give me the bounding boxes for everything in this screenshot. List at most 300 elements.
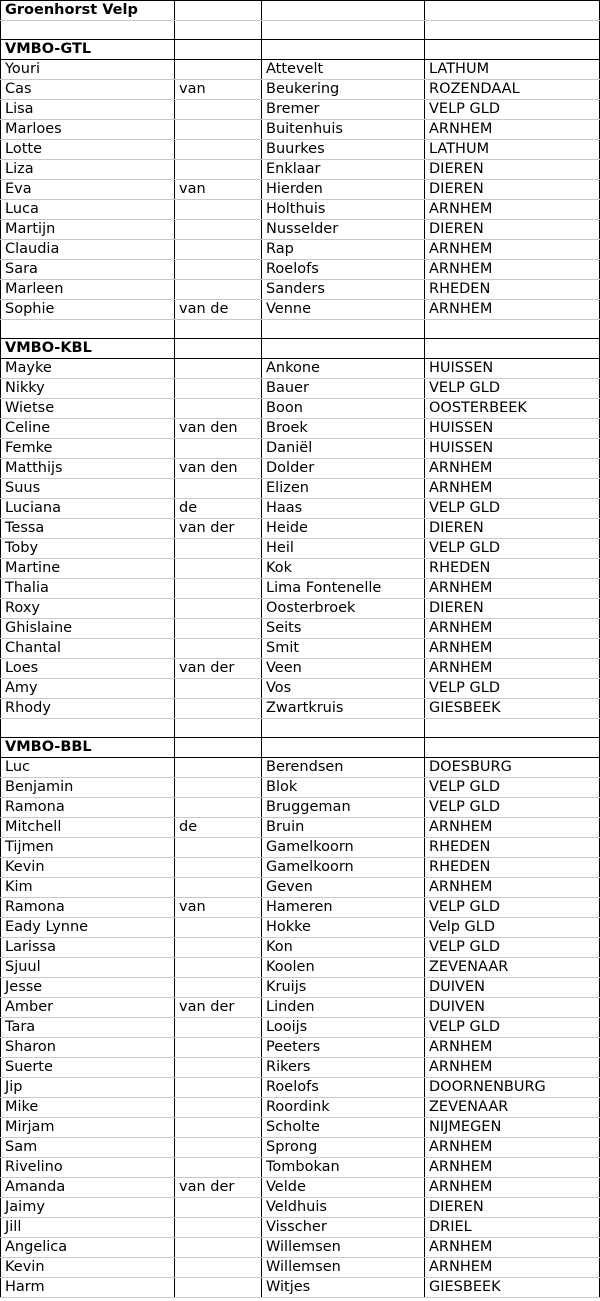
prefix-cell[interactable] <box>175 1038 262 1058</box>
city-cell[interactable]: LATHUM <box>425 60 600 80</box>
city-cell[interactable]: VELP GLD <box>425 938 600 958</box>
last-name-cell[interactable]: Blok <box>262 778 425 798</box>
last-name-cell[interactable]: Buitenhuis <box>262 120 425 140</box>
table-row <box>1 818 600 838</box>
prefix-cell[interactable] <box>175 579 262 599</box>
first-name-cell[interactable]: Kevin <box>1 1258 175 1278</box>
first-name-cell[interactable]: Claudia <box>1 240 175 260</box>
city-cell[interactable]: RHEDEN <box>425 280 600 300</box>
prefix-cell[interactable] <box>175 1238 262 1258</box>
city-cell[interactable]: VELP GLD <box>425 778 600 798</box>
last-name-cell[interactable]: Roordink <box>262 1098 425 1118</box>
prefix-cell[interactable]: van der <box>175 659 262 679</box>
city-cell[interactable]: ARNHEM <box>425 240 600 260</box>
table-row <box>1 200 600 220</box>
table-row <box>1 778 600 798</box>
table-row <box>1 1258 600 1278</box>
last-name-cell[interactable]: Beukering <box>262 80 425 100</box>
empty-cell[interactable] <box>175 1 262 21</box>
city-cell[interactable]: ARNHEM <box>425 1138 600 1158</box>
table-row <box>1 160 600 180</box>
city-cell[interactable]: ARNHEM <box>425 619 600 639</box>
first-name-cell[interactable]: Matthijs <box>1 459 175 479</box>
table-row <box>1 579 600 599</box>
city-cell[interactable]: Velp GLD <box>425 918 600 938</box>
first-name-cell[interactable]: Femke <box>1 439 175 459</box>
city-cell[interactable]: RHEDEN <box>425 858 600 878</box>
last-name-cell[interactable]: Vos <box>262 679 425 699</box>
first-name-cell[interactable]: Toby <box>1 539 175 559</box>
last-name-cell[interactable]: Gamelkoorn <box>262 838 425 858</box>
last-name-cell[interactable]: Bremer <box>262 100 425 120</box>
prefix-cell[interactable] <box>175 379 262 399</box>
table-row <box>1 878 600 898</box>
first-name-cell[interactable]: Wietse <box>1 399 175 419</box>
prefix-cell[interactable] <box>175 1118 262 1138</box>
first-name-cell[interactable]: Thalia <box>1 579 175 599</box>
empty-cell[interactable] <box>175 320 262 339</box>
first-name-cell[interactable]: Marloes <box>1 120 175 140</box>
first-name-cell[interactable]: Cas <box>1 80 175 100</box>
first-name-cell[interactable]: Nikky <box>1 379 175 399</box>
last-name-cell[interactable]: Seits <box>262 619 425 639</box>
city-cell[interactable]: OOSTERBEEK <box>425 399 600 419</box>
prefix-cell[interactable] <box>175 160 262 180</box>
first-name-cell[interactable]: Ghislaine <box>1 619 175 639</box>
prefix-cell[interactable] <box>175 539 262 559</box>
prefix-cell[interactable] <box>175 1198 262 1218</box>
last-name-cell[interactable]: Bruggeman <box>262 798 425 818</box>
table-row <box>1 120 600 140</box>
table-row <box>1 1218 600 1238</box>
prefix-cell[interactable]: van <box>175 80 262 100</box>
city-cell[interactable]: RHEDEN <box>425 838 600 858</box>
first-name-cell[interactable]: Luciana <box>1 499 175 519</box>
city-cell[interactable]: DOORNENBURG <box>425 1078 600 1098</box>
city-cell[interactable]: ARNHEM <box>425 1258 600 1278</box>
empty-cell[interactable] <box>175 339 262 359</box>
city-cell[interactable]: ARNHEM <box>425 300 600 320</box>
first-name-cell[interactable]: Jesse <box>1 978 175 998</box>
last-name-cell[interactable]: Veen <box>262 659 425 679</box>
last-name-cell[interactable]: Witjes <box>262 1278 425 1298</box>
first-name-cell[interactable]: Chantal <box>1 639 175 659</box>
prefix-cell[interactable] <box>175 280 262 300</box>
empty-cell[interactable] <box>1 21 175 40</box>
empty-cell[interactable] <box>262 719 425 738</box>
first-name-cell[interactable]: Amanda <box>1 1178 175 1198</box>
city-cell[interactable]: ARNHEM <box>425 1058 600 1078</box>
last-name-cell[interactable]: Sprong <box>262 1138 425 1158</box>
prefix-cell[interactable] <box>175 220 262 240</box>
table-row <box>1 539 600 559</box>
last-name-cell[interactable]: Roelofs <box>262 260 425 280</box>
first-name-cell[interactable]: Benjamin <box>1 778 175 798</box>
prefix-cell[interactable] <box>175 399 262 419</box>
last-name-cell[interactable]: Dolder <box>262 459 425 479</box>
city-cell[interactable]: VELP GLD <box>425 798 600 818</box>
city-cell[interactable]: GIESBEEK <box>425 1278 600 1298</box>
table-row <box>1 260 600 280</box>
prefix-cell[interactable]: van der <box>175 998 262 1018</box>
first-name-cell[interactable]: Tara <box>1 1018 175 1038</box>
first-name-cell[interactable]: Lotte <box>1 140 175 160</box>
table-row <box>1 60 600 80</box>
city-cell[interactable]: ARNHEM <box>425 120 600 140</box>
empty-cell[interactable] <box>425 738 600 758</box>
last-name-cell[interactable]: Oosterbroek <box>262 599 425 619</box>
prefix-cell[interactable] <box>175 958 262 978</box>
prefix-cell[interactable] <box>175 359 262 379</box>
last-name-cell[interactable]: Veldhuis <box>262 1198 425 1218</box>
table-row <box>1 1158 600 1178</box>
city-cell[interactable]: ARNHEM <box>425 659 600 679</box>
city-cell[interactable]: ARNHEM <box>425 818 600 838</box>
last-name-cell[interactable]: Berendsen <box>262 758 425 778</box>
table-row <box>1 439 600 459</box>
city-cell[interactable]: GIESBEEK <box>425 699 600 719</box>
last-name-cell[interactable]: Daniël <box>262 439 425 459</box>
first-name-cell[interactable]: Marleen <box>1 280 175 300</box>
prefix-cell[interactable] <box>175 878 262 898</box>
city-cell[interactable]: VELP GLD <box>425 1018 600 1038</box>
first-name-cell[interactable]: Kim <box>1 878 175 898</box>
last-name-cell[interactable]: Hokke <box>262 918 425 938</box>
first-name-cell[interactable]: Tessa <box>1 519 175 539</box>
first-name-cell[interactable]: Amy <box>1 679 175 699</box>
city-cell[interactable]: DIEREN <box>425 1198 600 1218</box>
last-name-cell[interactable]: Haas <box>262 499 425 519</box>
prefix-cell[interactable]: van der <box>175 519 262 539</box>
prefix-cell[interactable] <box>175 479 262 499</box>
first-name-cell[interactable]: Mirjam <box>1 1118 175 1138</box>
last-name-cell[interactable]: Bauer <box>262 379 425 399</box>
empty-cell[interactable] <box>262 21 425 40</box>
first-name-cell[interactable]: Amber <box>1 998 175 1018</box>
empty-cell[interactable] <box>175 719 262 738</box>
prefix-cell[interactable] <box>175 918 262 938</box>
prefix-cell[interactable] <box>175 978 262 998</box>
table-row <box>1 379 600 399</box>
first-name-cell[interactable]: Suerte <box>1 1058 175 1078</box>
first-name-cell[interactable]: Sharon <box>1 1038 175 1058</box>
prefix-cell[interactable] <box>175 1218 262 1238</box>
table-row <box>1 998 600 1018</box>
last-name-cell[interactable]: Gamelkoorn <box>262 858 425 878</box>
first-name-cell[interactable]: Suus <box>1 479 175 499</box>
city-cell[interactable]: ARNHEM <box>425 459 600 479</box>
last-name-cell[interactable]: Rap <box>262 240 425 260</box>
first-name-cell[interactable]: Mayke <box>1 359 175 379</box>
city-cell[interactable]: VELP GLD <box>425 379 600 399</box>
table-row <box>1 898 600 918</box>
first-name-cell[interactable]: Sjuul <box>1 958 175 978</box>
last-name-cell[interactable]: Roelofs <box>262 1078 425 1098</box>
prefix-cell[interactable] <box>175 1278 262 1298</box>
empty-cell[interactable] <box>425 1 600 21</box>
table-row <box>1 958 600 978</box>
city-cell[interactable]: VELP GLD <box>425 898 600 918</box>
last-name-cell[interactable]: Nusselder <box>262 220 425 240</box>
empty-cell[interactable] <box>1 320 175 339</box>
table-row <box>1 798 600 818</box>
prefix-cell[interactable] <box>175 778 262 798</box>
first-name-cell[interactable]: Eady Lynne <box>1 918 175 938</box>
prefix-cell[interactable] <box>175 758 262 778</box>
prefix-cell[interactable]: van <box>175 180 262 200</box>
prefix-cell[interactable] <box>175 439 262 459</box>
first-name-cell[interactable]: Jip <box>1 1078 175 1098</box>
empty-cell[interactable] <box>425 339 600 359</box>
table-row <box>1 1238 600 1258</box>
first-name-cell[interactable]: Tijmen <box>1 838 175 858</box>
table-row <box>1 679 600 699</box>
last-name-cell[interactable]: Kok <box>262 559 425 579</box>
city-cell[interactable]: ROZENDAAL <box>425 80 600 100</box>
city-cell[interactable]: DOESBURG <box>425 758 600 778</box>
first-name-cell[interactable]: Sam <box>1 1138 175 1158</box>
empty-cell[interactable] <box>262 320 425 339</box>
table-row <box>1 399 600 419</box>
empty-cell[interactable] <box>425 40 600 60</box>
first-name-cell[interactable]: Jill <box>1 1218 175 1238</box>
prefix-cell[interactable]: van den <box>175 419 262 439</box>
last-name-cell[interactable]: Hierden <box>262 180 425 200</box>
first-name-cell[interactable]: Loes <box>1 659 175 679</box>
prefix-cell[interactable] <box>175 260 262 280</box>
sheet-title[interactable]: Groenhorst Velp <box>1 1 175 21</box>
city-cell[interactable]: RHEDEN <box>425 559 600 579</box>
empty-cell[interactable] <box>262 40 425 60</box>
prefix-cell[interactable] <box>175 1258 262 1278</box>
last-name-cell[interactable]: Enklaar <box>262 160 425 180</box>
last-name-cell[interactable]: Heil <box>262 539 425 559</box>
prefix-cell[interactable] <box>175 938 262 958</box>
city-cell[interactable]: VELP GLD <box>425 499 600 519</box>
prefix-cell[interactable] <box>175 599 262 619</box>
last-name-cell[interactable]: Looijs <box>262 1018 425 1038</box>
first-name-cell[interactable]: Martine <box>1 559 175 579</box>
table-row <box>1 1178 600 1198</box>
last-name-cell[interactable]: Hameren <box>262 898 425 918</box>
last-name-cell[interactable]: Sanders <box>262 280 425 300</box>
last-name-cell[interactable]: Kruijs <box>262 978 425 998</box>
last-name-cell[interactable]: Elizen <box>262 479 425 499</box>
first-name-cell[interactable]: Ramona <box>1 898 175 918</box>
first-name-cell[interactable]: Rhody <box>1 699 175 719</box>
first-name-cell[interactable]: Celine <box>1 419 175 439</box>
empty-cell[interactable] <box>425 719 600 738</box>
prefix-cell[interactable] <box>175 1078 262 1098</box>
last-name-cell[interactable]: Peeters <box>262 1038 425 1058</box>
prefix-cell[interactable]: van der <box>175 1178 262 1198</box>
prefix-cell[interactable]: van de <box>175 300 262 320</box>
city-cell[interactable]: ZEVENAAR <box>425 958 600 978</box>
city-cell[interactable]: VELP GLD <box>425 539 600 559</box>
sheet-body <box>1 1 600 1298</box>
prefix-cell[interactable] <box>175 679 262 699</box>
first-name-cell[interactable]: Mike <box>1 1098 175 1118</box>
first-name-cell[interactable]: Liza <box>1 160 175 180</box>
prefix-cell[interactable] <box>175 1098 262 1118</box>
last-name-cell[interactable]: Koolen <box>262 958 425 978</box>
city-cell[interactable]: HUISSEN <box>425 359 600 379</box>
prefix-cell[interactable] <box>175 240 262 260</box>
city-cell[interactable]: DIEREN <box>425 220 600 240</box>
last-name-cell[interactable]: Boon <box>262 399 425 419</box>
first-name-cell[interactable]: Sophie <box>1 300 175 320</box>
last-name-cell[interactable]: Velde <box>262 1178 425 1198</box>
last-name-cell[interactable]: Smit <box>262 639 425 659</box>
table-row <box>1 359 600 379</box>
table-row <box>1 519 600 539</box>
city-cell[interactable]: ARNHEM <box>425 639 600 659</box>
first-name-cell[interactable]: Martijn <box>1 220 175 240</box>
city-cell[interactable]: NIJMEGEN <box>425 1118 600 1138</box>
last-name-cell[interactable]: Scholte <box>262 1118 425 1138</box>
prefix-cell[interactable]: de <box>175 818 262 838</box>
last-name-cell[interactable]: Ankone <box>262 359 425 379</box>
section-heading[interactable]: VMBO-KBL <box>1 339 175 359</box>
first-name-cell[interactable]: Harm <box>1 1278 175 1298</box>
empty-cell[interactable] <box>425 21 600 40</box>
last-name-cell[interactable]: Lima Fontenelle <box>262 579 425 599</box>
empty-cell[interactable] <box>262 339 425 359</box>
prefix-cell[interactable] <box>175 559 262 579</box>
first-name-cell[interactable]: Eva <box>1 180 175 200</box>
first-name-cell[interactable]: Angelica <box>1 1238 175 1258</box>
city-cell[interactable]: VELP GLD <box>425 679 600 699</box>
table-row <box>1 559 600 579</box>
last-name-cell[interactable]: Willemsen <box>262 1258 425 1278</box>
first-name-cell[interactable]: Roxy <box>1 599 175 619</box>
last-name-cell[interactable]: Attevelt <box>262 60 425 80</box>
city-cell[interactable]: ARNHEM <box>425 1178 600 1198</box>
city-cell[interactable]: VELP GLD <box>425 100 600 120</box>
prefix-cell[interactable] <box>175 100 262 120</box>
last-name-cell[interactable]: Venne <box>262 300 425 320</box>
table-row <box>1 80 600 100</box>
empty-cell[interactable] <box>425 320 600 339</box>
section-heading-row <box>1 339 600 359</box>
city-cell[interactable]: ZEVENAAR <box>425 1098 600 1118</box>
table-row <box>1 659 600 679</box>
last-name-cell[interactable]: Tombokan <box>262 1158 425 1178</box>
empty-cell[interactable] <box>1 719 175 738</box>
last-name-cell[interactable]: Zwartkruis <box>262 699 425 719</box>
city-cell[interactable]: HUISSEN <box>425 419 600 439</box>
city-cell[interactable]: ARNHEM <box>425 579 600 599</box>
prefix-cell[interactable] <box>175 60 262 80</box>
first-name-cell[interactable]: Kevin <box>1 858 175 878</box>
city-cell[interactable]: HUISSEN <box>425 439 600 459</box>
city-cell[interactable]: ARNHEM <box>425 200 600 220</box>
table-row <box>1 1138 600 1158</box>
prefix-cell[interactable] <box>175 858 262 878</box>
prefix-cell[interactable] <box>175 140 262 160</box>
last-name-cell[interactable]: Geven <box>262 878 425 898</box>
empty-cell[interactable] <box>262 1 425 21</box>
city-cell[interactable]: ARNHEM <box>425 1158 600 1178</box>
last-name-cell[interactable]: Buurkes <box>262 140 425 160</box>
last-name-cell[interactable]: Visscher <box>262 1218 425 1238</box>
table-row <box>1 1278 600 1298</box>
prefix-cell[interactable] <box>175 1158 262 1178</box>
empty-cell[interactable] <box>175 40 262 60</box>
prefix-cell[interactable] <box>175 120 262 140</box>
last-name-cell[interactable]: Heide <box>262 519 425 539</box>
city-cell[interactable]: LATHUM <box>425 140 600 160</box>
last-name-cell[interactable]: Broek <box>262 419 425 439</box>
city-cell[interactable]: DIEREN <box>425 519 600 539</box>
prefix-cell[interactable] <box>175 200 262 220</box>
first-name-cell[interactable]: Ramona <box>1 798 175 818</box>
empty-cell[interactable] <box>262 738 425 758</box>
prefix-cell[interactable] <box>175 619 262 639</box>
table-row <box>1 499 600 519</box>
prefix-cell[interactable]: van den <box>175 459 262 479</box>
prefix-cell[interactable] <box>175 838 262 858</box>
first-name-cell[interactable]: Luca <box>1 200 175 220</box>
city-cell[interactable]: DUIVEN <box>425 998 600 1018</box>
empty-cell[interactable] <box>175 738 262 758</box>
city-cell[interactable]: ARNHEM <box>425 1238 600 1258</box>
prefix-cell[interactable]: de <box>175 499 262 519</box>
empty-cell[interactable] <box>175 21 262 40</box>
last-name-cell[interactable]: Rikers <box>262 1058 425 1078</box>
table-row <box>1 479 600 499</box>
prefix-cell[interactable] <box>175 798 262 818</box>
city-cell[interactable]: ARNHEM <box>425 1038 600 1058</box>
city-cell[interactable]: DUIVEN <box>425 978 600 998</box>
table-row <box>1 1198 600 1218</box>
first-name-cell[interactable]: Youri <box>1 60 175 80</box>
first-name-cell[interactable]: Sara <box>1 260 175 280</box>
title-row <box>1 1 600 21</box>
city-cell[interactable]: DIEREN <box>425 160 600 180</box>
section-heading[interactable]: VMBO-BBL <box>1 738 175 758</box>
table-row <box>1 758 600 778</box>
last-name-cell[interactable]: Willemsen <box>262 1238 425 1258</box>
prefix-cell[interactable] <box>175 1138 262 1158</box>
city-cell[interactable]: DIEREN <box>425 599 600 619</box>
city-cell[interactable]: ARNHEM <box>425 479 600 499</box>
last-name-cell[interactable]: Bruin <box>262 818 425 838</box>
first-name-cell[interactable]: Rivelino <box>1 1158 175 1178</box>
city-cell[interactable]: DIEREN <box>425 180 600 200</box>
city-cell[interactable]: ARNHEM <box>425 260 600 280</box>
first-name-cell[interactable]: Mitchell <box>1 818 175 838</box>
table-row <box>1 419 600 439</box>
first-name-cell[interactable]: Larissa <box>1 938 175 958</box>
prefix-cell[interactable] <box>175 639 262 659</box>
city-cell[interactable]: DRIEL <box>425 1218 600 1238</box>
first-name-cell[interactable]: Jaimy <box>1 1198 175 1218</box>
city-cell[interactable]: ARNHEM <box>425 878 600 898</box>
last-name-cell[interactable]: Linden <box>262 998 425 1018</box>
table-row <box>1 938 600 958</box>
prefix-cell[interactable]: van <box>175 898 262 918</box>
prefix-cell[interactable] <box>175 1018 262 1038</box>
last-name-cell[interactable]: Kon <box>262 938 425 958</box>
prefix-cell[interactable] <box>175 699 262 719</box>
prefix-cell[interactable] <box>175 1058 262 1078</box>
section-heading[interactable]: VMBO-GTL <box>1 40 175 60</box>
first-name-cell[interactable]: Luc <box>1 758 175 778</box>
table-row <box>1 978 600 998</box>
last-name-cell[interactable]: Holthuis <box>262 200 425 220</box>
first-name-cell[interactable]: Lisa <box>1 100 175 120</box>
